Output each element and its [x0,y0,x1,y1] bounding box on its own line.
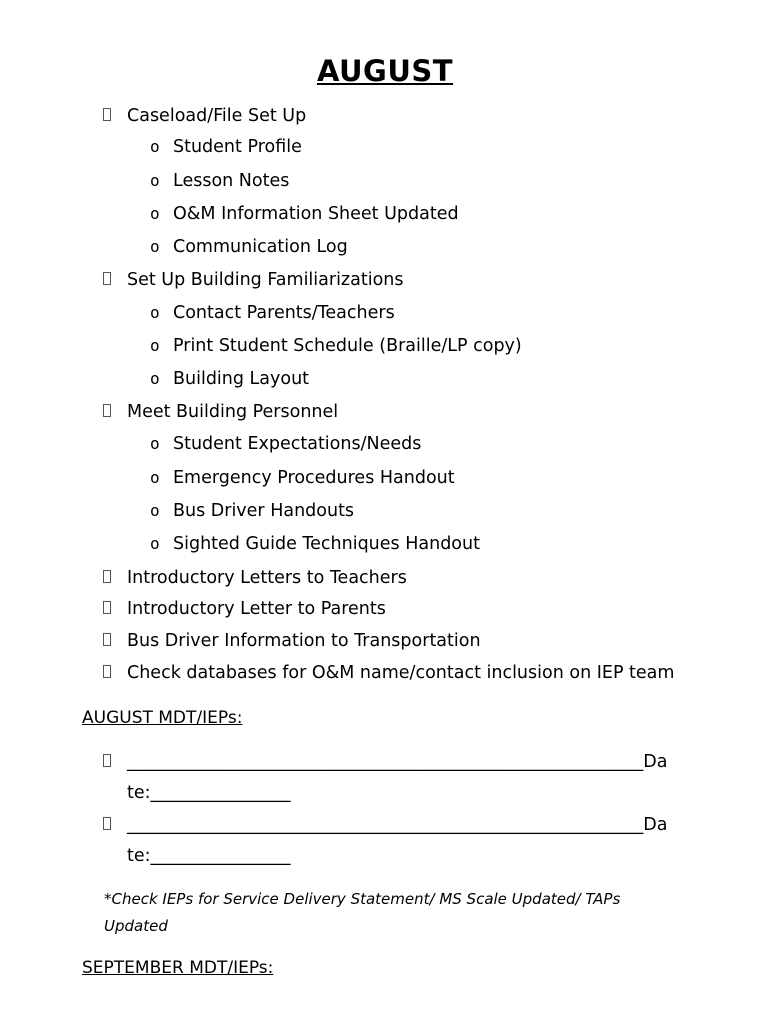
checklist-subitem [150,467,455,489]
subitem-label: O&M Information Sheet Updated [173,204,459,224]
bullet-icon [103,108,111,121]
sub-bullet-icon: o [150,204,160,223]
subitem-label: Contact Parents/Teachers [173,303,395,323]
bullet-icon [103,272,111,285]
checklist-item [127,105,306,127]
checklist-item-label: Meet Building Personnel [127,402,339,422]
checklist-item [127,598,386,620]
checklist-item-label: Bus Driver Information to Transportation [127,631,481,651]
bullet-icon [103,754,111,767]
checklist-subitem [150,533,480,555]
checklist-item-label: Introductory Letters to Teachers [127,568,407,588]
subitem-label: Sighted Guide Techniques Handout [173,534,480,554]
checklist-subitem [150,236,348,258]
sub-bullet-icon: o [150,303,160,322]
bullet-icon [103,633,111,646]
checklist-subitem [150,368,310,390]
sub-bullet-icon: o [150,534,160,553]
subitem-label: Lesson Notes [173,171,290,191]
checklist-item [127,630,481,652]
checklist-subitem [150,433,422,455]
date-entry-continuation: te:________________ [127,846,291,866]
subitem-label: Communication Log [173,237,348,257]
checklist-item-label: Caseload/File Set Up [127,106,307,126]
subitem-label: Print Student Schedule (Braille/LP copy) [173,336,522,356]
subitem-label: Student Profile [173,137,302,157]
checklist-item [127,567,407,589]
subitem-label: Emergency Procedures Handout [173,468,455,488]
page-title: AUGUST [316,54,454,88]
bullet-icon [103,601,111,614]
checklist-subitem [150,335,522,357]
blank-line: ___________________________________________________________Da [127,815,668,835]
bullet-icon [103,817,111,830]
checklist-item-label: Set Up Building Familiarizations [127,270,404,290]
sub-bullet-icon: o [150,237,160,256]
date-entry-continuation: te:________________ [127,783,291,803]
sub-bullet-icon: o [150,434,160,453]
subitem-label: Student Expectations/Needs [173,434,422,454]
subitem-label: Building Layout [173,369,310,389]
checklist-item [127,269,403,291]
checklist-subitem [150,302,395,324]
subitem-label: Bus Driver Handouts [173,501,355,521]
sub-bullet-icon: o [150,468,160,487]
bullet-icon [103,404,111,417]
sub-bullet-icon: o [150,501,160,520]
bullet-icon [103,665,111,678]
sub-bullet-icon: o [150,336,160,355]
checklist-subitem [150,500,355,522]
sub-bullet-icon: o [150,171,160,190]
checklist-item [127,401,338,423]
checklist-item [127,662,674,684]
september-mdt-heading: SEPTEMBER MDT/IEPs: [82,958,274,978]
sub-bullet-icon: o [150,369,160,388]
checklist-subitem [150,136,302,158]
checklist-subitem [150,203,459,225]
blank-line: ___________________________________________________________Da [127,752,668,772]
august-mdt-heading: AUGUST MDT/IEPs: [82,708,243,728]
sub-bullet-icon: o [150,137,160,156]
checklist-subitem [150,170,290,192]
iep-note: *Check IEPs for Service Delivery Statement/ MS Scale Updated/ TAPs Updated [104,890,621,935]
date-entry-line [127,814,667,836]
date-entry-line [127,751,667,773]
checklist-item-label: Introductory Letter to Parents [127,599,386,619]
checklist-item-label: Check databases for O&M name/contact inclusion on IEP team [127,663,675,683]
bullet-icon [103,570,111,583]
